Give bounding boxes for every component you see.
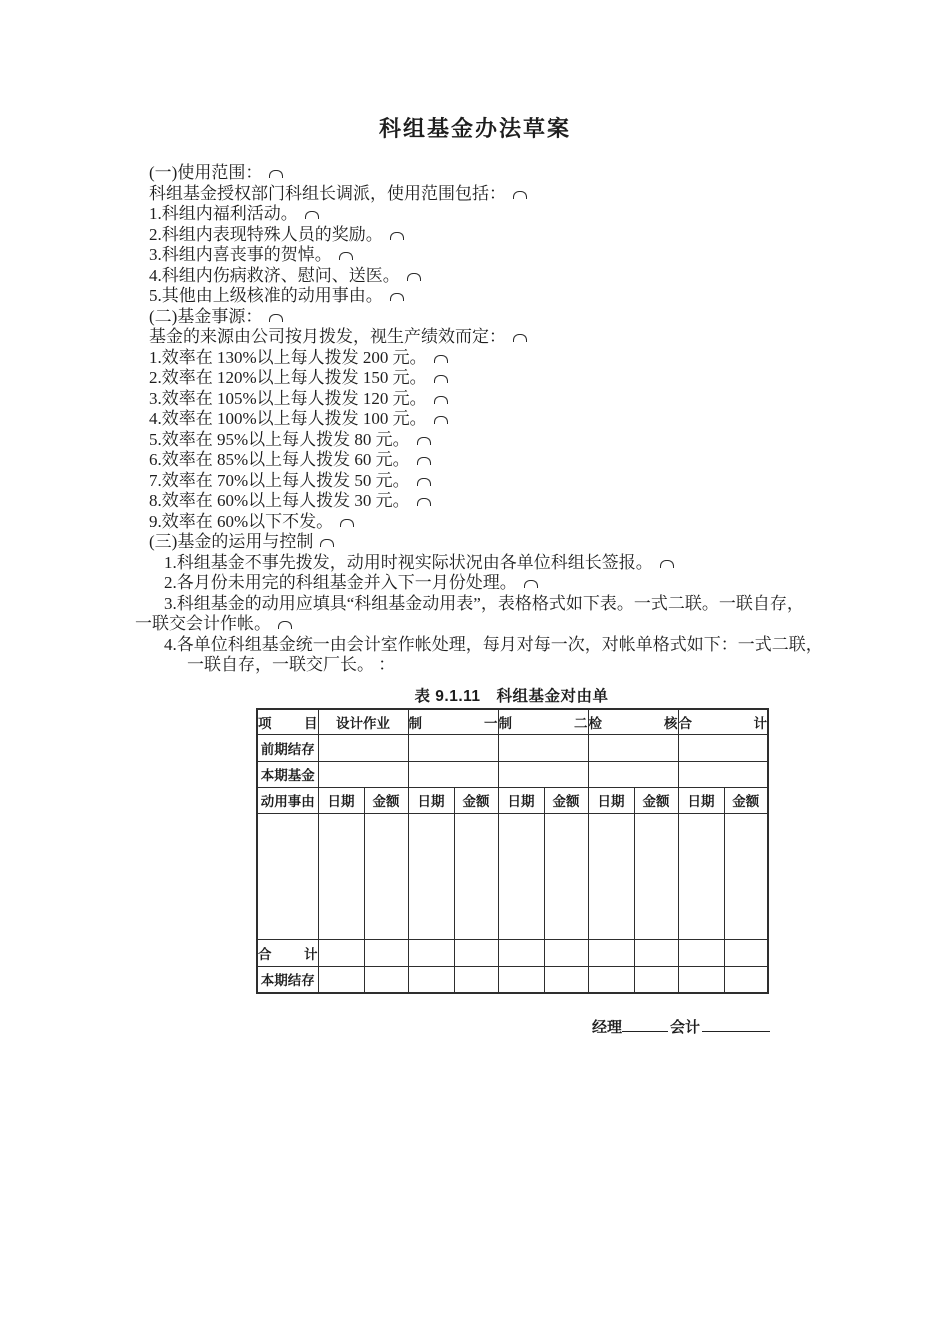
table-cell-empty (318, 761, 408, 787)
table-row-previous-balance (257, 734, 768, 761)
paragraph-mark-icon (390, 232, 404, 240)
table-cell-empty (454, 813, 498, 939)
paragraph-mark-icon (269, 314, 283, 322)
table-cell-empty (257, 813, 318, 939)
table-cell-empty (678, 734, 768, 761)
subheader-date: 日期 (408, 787, 454, 813)
body-line-text: 2.各月份未用完的科组基金并入下一月份处理。 (164, 573, 517, 592)
body-line (135, 553, 925, 574)
body-line (135, 532, 925, 553)
accountant-signature-blank (702, 1018, 770, 1032)
table-header-row (257, 709, 768, 734)
paragraph-mark-icon (269, 170, 283, 178)
body-line (135, 491, 925, 512)
body-line (135, 614, 925, 635)
body-line (135, 471, 925, 492)
body-line-text: 2.效率在 120%以上每人拨发 150 元。 (149, 368, 427, 387)
signature-line (256, 1016, 770, 1037)
body-line (135, 184, 925, 205)
subheader-amount: 金额 (454, 787, 498, 813)
manager-signature-blank (622, 1018, 668, 1032)
paragraph-mark-icon (660, 560, 674, 568)
body-line (135, 389, 925, 410)
body-line-text: 4.科组内伤病救济、慰问、送医。 (149, 265, 400, 285)
row-label-usage-reason: 动用事由 (257, 787, 318, 813)
body-line-text: 1.科组基金不事先拨发，动用时视实际状况由各单位科组长签报。 (164, 552, 653, 572)
table-cell-empty (678, 813, 724, 939)
table-row-closing-balance (257, 966, 768, 993)
col-header-make-1: 制 一 (408, 709, 498, 734)
table-cell-empty (588, 966, 634, 993)
table-cell-empty (678, 939, 724, 966)
body-line-text: 5.效率在 95%以上每人拨发 80 元。 (149, 429, 410, 449)
paragraph-mark-icon (417, 498, 431, 506)
table-cell-empty (364, 939, 408, 966)
table-cell-empty (408, 734, 498, 761)
paragraph-mark-icon (390, 293, 404, 301)
paragraph-mark-icon (340, 519, 354, 527)
table-cell-empty (588, 761, 678, 787)
table-cell-empty (318, 966, 364, 993)
body-line (135, 225, 925, 246)
paragraph-mark-icon (320, 539, 334, 547)
paragraph-mark-icon (434, 416, 448, 424)
subheader-date: 日期 (318, 787, 364, 813)
paragraph-mark-icon (407, 273, 421, 281)
body-line-text: (三)基金的运用与控制 (149, 532, 314, 551)
body-line (135, 409, 925, 430)
body-line (135, 512, 925, 533)
table-cell-empty (408, 939, 454, 966)
table-cell-empty (408, 813, 454, 939)
body-line-text: 3.效率在 105%以上每人拨发 120 元。 (149, 388, 427, 408)
paragraph-mark-icon (434, 396, 448, 404)
body-line-text: 7.效率在 70%以上每人拨发 50 元。 (149, 470, 410, 490)
table-row-current-fund (257, 761, 768, 787)
col-header-design-work: 设计作业 (318, 709, 408, 734)
paragraph-mark-icon (417, 437, 431, 445)
table-cell-empty (498, 966, 544, 993)
subheader-date: 日期 (588, 787, 634, 813)
body-line-text: 基金的来源由公司按月拨发，视生产绩效而定： (149, 327, 506, 346)
table-row-usage-subheader (257, 787, 768, 813)
paragraph-mark-icon (434, 355, 448, 363)
paragraph-mark-icon (434, 375, 448, 383)
body-line (135, 573, 925, 594)
body-line (135, 655, 925, 676)
paragraph-mark-icon (417, 478, 431, 486)
subheader-amount: 金额 (364, 787, 408, 813)
table-cell-empty (318, 813, 364, 939)
table-cell-empty (724, 939, 768, 966)
row-label-total: 合 计 (257, 939, 318, 966)
body-line-text: 3.科组内喜丧事的贺悼。 (149, 245, 332, 264)
table-cell-empty (498, 939, 544, 966)
paragraph-mark-icon (278, 621, 292, 629)
table-cell-empty (588, 939, 634, 966)
body-line-text: (一)使用范围： (149, 163, 263, 182)
body-line (135, 204, 925, 225)
subheader-amount: 金额 (634, 787, 678, 813)
body-line (135, 307, 925, 328)
table-cell-empty (318, 939, 364, 966)
body-line-text: 6.效率在 85%以上每人拨发 60 元。 (149, 450, 410, 469)
paragraph-mark-icon (417, 457, 431, 465)
table-cell-empty (634, 939, 678, 966)
body-line-text: 一联交会计作帐。 (135, 614, 271, 633)
table-cell-empty (364, 966, 408, 993)
table-cell-empty (544, 939, 588, 966)
body-line (135, 450, 925, 471)
paragraph-mark-icon (513, 334, 527, 342)
table-row-entries-blank (257, 813, 768, 939)
manager-label: 经理 (591, 1019, 622, 1036)
subheader-date: 日期 (498, 787, 544, 813)
body-line-text: 一联自存，一联交厂长。 ： (187, 655, 396, 674)
body-line-text: 8.效率在 60%以上每人拨发 30 元。 (149, 491, 410, 510)
body-line-text: (二)基金事源： (149, 306, 263, 326)
body-line-text: 1.效率在 130%以上每人拨发 200 元。 (149, 347, 427, 367)
body-line-text: 4.效率在 100%以上每人拨发 100 元。 (149, 409, 427, 428)
table-cell-empty (678, 761, 768, 787)
subheader-date: 日期 (678, 787, 724, 813)
col-header-total: 合 计 (678, 709, 768, 734)
table-cell-empty (724, 966, 768, 993)
body-line (135, 163, 925, 184)
table-cell-empty (588, 813, 634, 939)
accountant-label: 会计 (669, 1019, 700, 1036)
table-cell-empty (408, 966, 454, 993)
table-cell-empty (544, 966, 588, 993)
table-cell-empty (544, 813, 588, 939)
body-line (135, 348, 925, 369)
row-label-closing-balance: 本期结存 (257, 966, 318, 993)
table-cell-empty (454, 966, 498, 993)
body-line-text: 5.其他由上级核准的动用事由。 (149, 286, 383, 305)
paragraph-mark-icon (524, 580, 538, 588)
table-cell-empty (498, 813, 544, 939)
paragraph-mark-icon (513, 191, 527, 199)
row-label-current-fund: 本期基金 (257, 761, 318, 787)
table-cell-empty (498, 761, 588, 787)
table-cell-empty (318, 734, 408, 761)
table-row-total (257, 939, 768, 966)
paragraph-mark-icon (305, 211, 319, 219)
document-body (135, 163, 925, 676)
body-line (135, 245, 925, 266)
table-cell-empty (498, 734, 588, 761)
fund-table (256, 708, 769, 994)
body-line-text: 2.科组内表现特殊人员的奖励。 (149, 224, 383, 244)
table-cell-empty (454, 939, 498, 966)
table-cell-empty (364, 813, 408, 939)
body-line (135, 286, 925, 307)
table-cell-empty (588, 734, 678, 761)
body-line (135, 327, 925, 348)
body-line-text: 1.科组内福利活动。 (149, 204, 298, 223)
col-header-make-2: 制 二 (498, 709, 588, 734)
body-line-text: 科组基金授权部门科组长调派，使用范围包括： (149, 183, 506, 203)
table-cell-empty (724, 813, 768, 939)
body-line-text: 9.效率在 60%以下不发。 (149, 511, 334, 531)
body-line (135, 430, 925, 451)
paragraph-mark-icon (339, 252, 353, 260)
table-cell-empty (678, 966, 724, 993)
document-title: 科组基金办法草案 (378, 116, 571, 141)
body-line (135, 368, 925, 389)
row-label-previous-balance: 前期结存 (257, 734, 318, 761)
table-cell-empty (634, 813, 678, 939)
subheader-amount: 金额 (724, 787, 768, 813)
body-line (135, 594, 925, 615)
table-cell-empty (634, 966, 678, 993)
body-line (135, 635, 925, 656)
col-header-inspection: 检 核 (588, 709, 678, 734)
col-header-item: 项 目 (257, 709, 318, 734)
table-caption: 表 9.1.11 科组基金对由单 (414, 688, 609, 705)
body-line (135, 266, 925, 287)
subheader-amount: 金额 (544, 787, 588, 813)
body-line-text: 3.科组基金的动用应填具“科组基金动用表”，表格格式如下表。一式二联。一联自存， (164, 593, 804, 613)
body-line-text: 4.各单位科组基金统一由会计室作帐处理，每月对每一次，对帐单格式如下：一式二联， (164, 634, 823, 654)
table-cell-empty (408, 761, 498, 787)
